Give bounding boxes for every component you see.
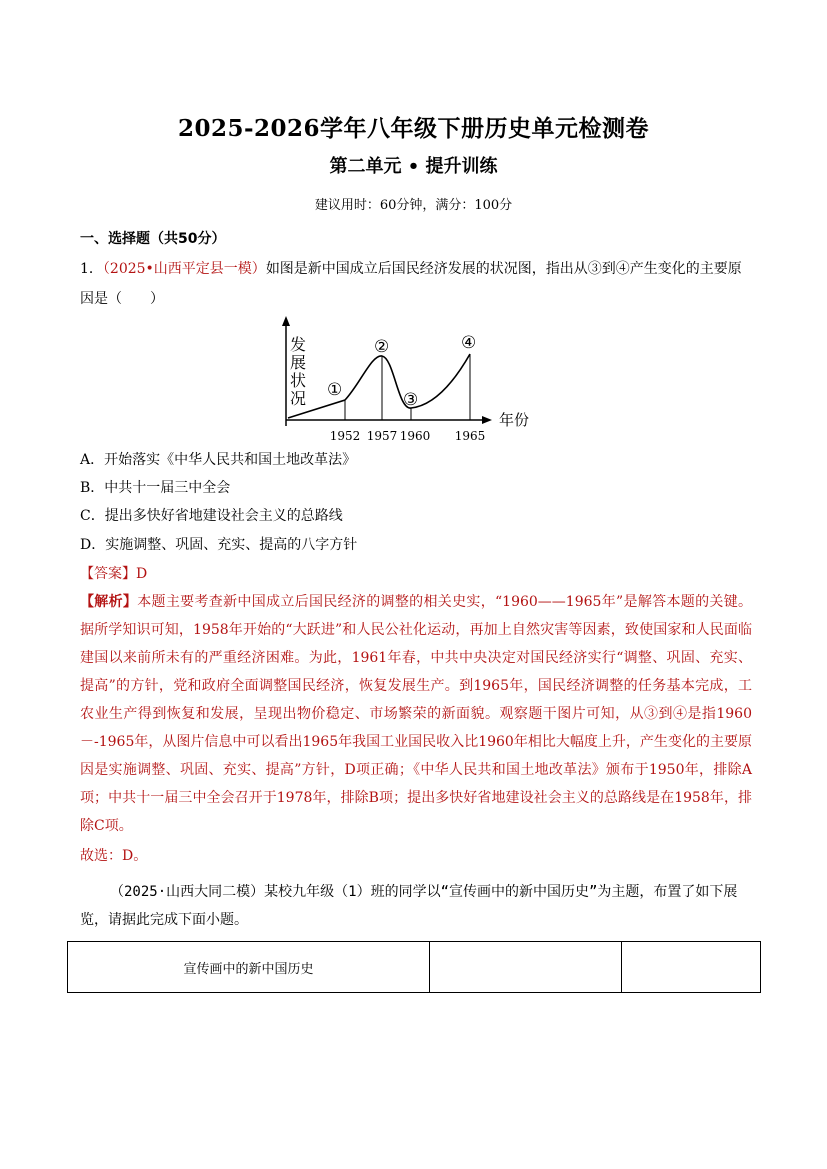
table-header-cell: 宣传画中的新中国历史: [68, 942, 430, 993]
x-tick-1957: 1957: [366, 429, 398, 443]
question-source: （2025•山西平定县一模）: [102, 261, 266, 277]
option-b: B．中共十一届三中全会: [80, 480, 231, 496]
point-label-2: ②: [374, 337, 390, 357]
question-1-stem: [80, 259, 742, 279]
analysis-label: 【解析】: [80, 594, 138, 610]
y-axis-label-char-1: 发: [290, 335, 307, 354]
point-label-1: ①: [327, 380, 343, 400]
option-c: C．提出多快好省地建设社会主义的总路线: [80, 508, 343, 524]
question-number: 1．: [80, 261, 103, 277]
section-heading: 一、选择题（共50分）: [80, 231, 226, 247]
economic-development-chart: [280, 314, 545, 449]
option-a: A．开始落实《中华人民共和国土地改革法》: [80, 452, 357, 468]
table-empty-cell: [622, 942, 761, 993]
question-stem-line1: 如图是新中国成立后国民经济发展的状况图，指出从③到④产生变化的主要原: [265, 261, 742, 277]
option-d: D．实施调整、巩固、充实、提高的八字方针: [80, 537, 358, 553]
question-2-intro: （2025·山西大同二模）某校九年级（1）班的同学以“宣传画中的新中国历史”为主题，布置了如下展览，请据此完成下面小题。: [80, 884, 738, 928]
table-empty-cell: [430, 942, 622, 993]
exam-info: 建议用时：60分钟，满分：100分: [314, 198, 513, 213]
question-stem-line2: 因是（ ）: [80, 291, 164, 307]
page-subtitle: 第二单元 • 提升训练: [329, 156, 498, 177]
exhibition-table: [67, 941, 761, 993]
x-axis-label: 年份: [499, 411, 530, 429]
analysis-text: 本题主要考查新中国成立后国民经济的调整的相关史实，“1960——1965年”是解答本题的关键。据所学知识可知，1958年开始的“大跃进”和人民公社化运动，再加上自然灾害等因素，致使国家和人民面临建国以来前所未有的严重经济困难。为此，1961年春，中共中央决定对国民经济实行“调整、巩固、充实、提高”的方针，党和政府全面调整国民经济，恢复发展生产。到1965年，国民经济调整的任务基本完成，工农业生产得到恢复和发展，呈现出物价稳定、市场繁荣的新面貌。观察题干图片可知，从③到④是指1960－-1965年，从图片信息中可以看出1965年我国工业国民收入比1960年相比大幅度上升，产生变化的主要原因是实施调整、巩固、充实、提高”方针，D项正确；《中华人民共和国土地改革法》颁布于1950年，排除A项；中共十一届三中全会召开于1978年，排除B项；提出多快好省地建设社会主义的总路线是在1958年，排除C项。: [80, 594, 752, 834]
development-curve: [288, 354, 470, 418]
y-axis-label-char-2: 展: [290, 353, 307, 372]
x-tick-1952: 1952: [329, 429, 361, 443]
y-axis-label-char-3: 状: [290, 371, 307, 390]
table-row: [68, 942, 761, 993]
y-axis-arrow: [282, 316, 290, 326]
analysis: [80, 588, 752, 840]
y-axis-label-char-4: 况: [290, 389, 307, 408]
x-tick-1965: 1965: [454, 429, 486, 443]
x-tick-1960: 1960: [399, 429, 431, 443]
x-axis-arrow: [482, 416, 492, 424]
point-label-4: ④: [461, 333, 477, 353]
answer: 【答案】D: [80, 566, 148, 582]
point-label-3: ③: [403, 390, 419, 410]
conclusion: 故选：D。: [80, 848, 148, 864]
page-title: 2025-2026学年八年级下册历史单元检测卷: [177, 115, 650, 142]
